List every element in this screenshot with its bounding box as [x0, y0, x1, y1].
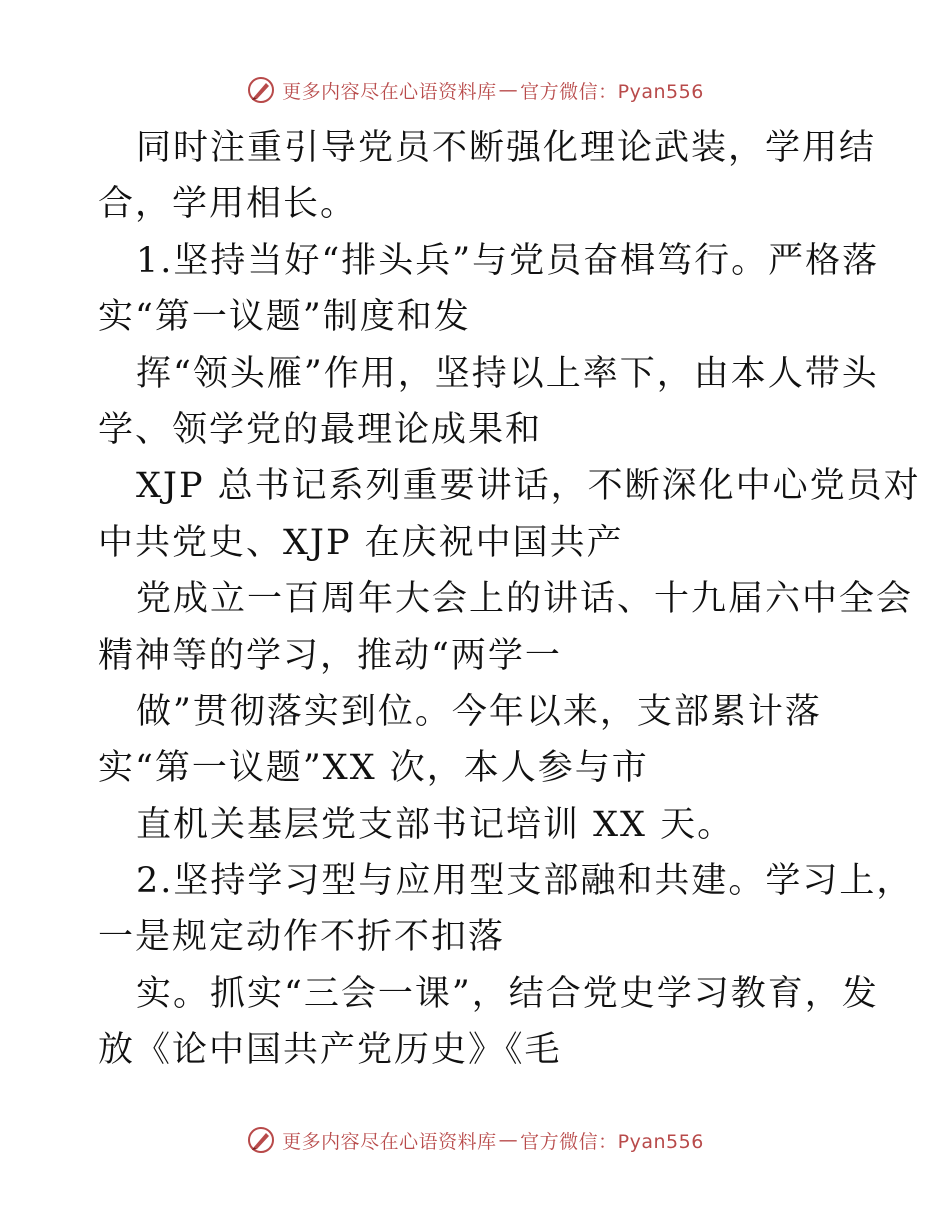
document-body [98, 120, 921, 1079]
text-line: 同时注重引导党员不断强化理论武装，学用结 [136, 128, 877, 168]
text-line: 学、领学党的最理论成果和 [98, 409, 543, 450]
text-line: 实“第一议题”XX 次，本人参与市 [98, 748, 649, 789]
text-line: 实。抓实“三会一课”，结合党史学习教育，发 [136, 973, 879, 1014]
watermark-main-text: 更多内容尽在心语资料库 [282, 1130, 497, 1153]
text-line: XJP 总书记系列重要讲话，不断深化中心党员对 [136, 466, 921, 507]
text-line: 党成立一百周年大会上的讲话、十九届六中全会 [136, 579, 914, 620]
text-line: 挥“领头雁”作用，坚持以上率下，由本人带头 [136, 353, 879, 394]
header-watermark [0, 70, 950, 110]
text-line: 放《论中国共产党历史》《毛 [98, 1030, 562, 1071]
text-line: 直机关基层党支部书记培训 XX 天。 [136, 804, 735, 845]
text-line: 2.坚持学习型与应用型支部融和共建。学习上， [136, 861, 914, 902]
watermark-dash: — [498, 79, 519, 101]
text-line: 精神等的学习，推动“两学一 [98, 635, 562, 676]
quill-logo-icon [246, 1125, 276, 1155]
text-line: 实“第一议题”制度和发 [98, 297, 471, 338]
footer-watermark [0, 1120, 950, 1160]
text-line: 中共党史、XJP 在庆祝中国共产 [98, 522, 624, 563]
watermark-sub-text: 官方微信：Pyan556 [520, 1130, 704, 1153]
text-line: 合，学用相长。 [98, 184, 358, 225]
watermark-dash: — [498, 1129, 519, 1151]
quill-logo-icon [246, 75, 276, 105]
watermark-main-text: 更多内容尽在心语资料库 [282, 80, 497, 103]
watermark-sub-text: 官方微信：Pyan556 [520, 80, 704, 103]
text-line: 做”贯彻落实到位。今年以来，支部累计落 [136, 691, 822, 732]
text-line: 一是规定动作不折不扣落 [98, 917, 506, 958]
text-line: 1.坚持当好“排头兵”与党员奋楫笃行。严格落 [136, 240, 880, 281]
